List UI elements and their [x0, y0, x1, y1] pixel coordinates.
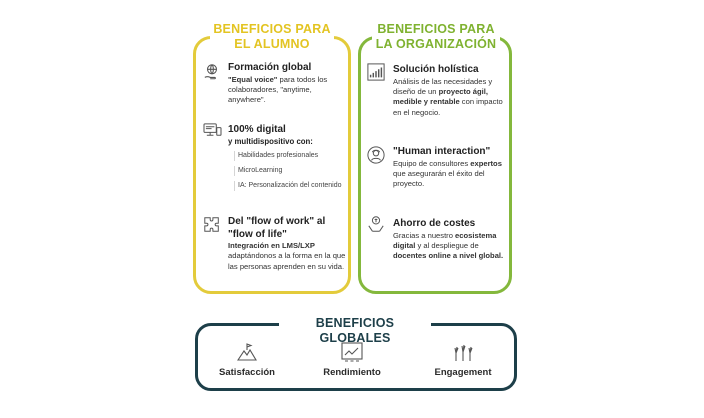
performance-item: Rendimiento	[307, 341, 397, 378]
holistic-solution-block: Solución holística Análisis de las necesidades y diseño de un proyecto ágil, medible y rentable con impacto en el negocio.	[393, 64, 509, 118]
global-benefits-title: BENEFICIOS GLOBALES	[279, 316, 431, 346]
raised-hands-icon	[452, 341, 474, 363]
globe-hand-icon	[203, 63, 221, 81]
satisfaction-item: Satisfacción	[202, 341, 292, 378]
devices-icon	[203, 122, 222, 139]
human-interaction-block: "Human interaction" Equipo de consultores expertos que asegurarán el éxito del proyecto.	[393, 146, 509, 190]
digital-block: 100% digital y multidispositivo con: Habilidades profesionales MicroLearning IA: Personalización del contenido	[228, 124, 346, 191]
puzzle-icon	[203, 216, 221, 234]
bar-chart-icon	[367, 63, 385, 81]
list-item: Habilidades profesionales	[234, 151, 346, 161]
student-benefits-title: BENEFICIOS PARA EL ALUMNO	[210, 22, 334, 52]
savings-icon	[367, 215, 385, 233]
global-training-block: Formación global "Equal voice" para todos los colaboradores, "anytime, anywhere".	[228, 62, 346, 106]
human-interaction-text: Equipo de consultores expertos que asegurarán el éxito del proyecto.	[393, 158, 502, 189]
holistic-solution-text: Análisis de las necesidades y diseño de un proyecto ágil, medible y rentable con impacto en el negocio.	[393, 76, 503, 117]
global-training-text: "Equal voice" para todos los colaboradores, "anytime, anywhere".	[228, 74, 328, 105]
list-item: MicroLearning	[234, 166, 346, 176]
consultant-icon	[367, 146, 385, 164]
organization-benefits-title: BENEFICIOS PARA LA ORGANIZACIÓN	[372, 22, 500, 52]
engagement-item: Engagement	[418, 341, 508, 378]
cost-savings-text: Gracias a nuestro ecosistema digital y al despliegue de docentes online a nivel global.	[393, 230, 504, 261]
flow-of-work-block: Del "flow of work" al "flow of life" Integración en LMS/LXP adaptándonos a la forma en la que las personas aprenden en su vida.	[228, 216, 346, 271]
list-item: IA: Personalización del contenido	[234, 181, 346, 191]
mountain-flag-icon	[236, 341, 258, 363]
performance-chart-icon	[341, 341, 363, 363]
flow-of-work-text: Integración en LMS/LXP adaptándonos a la forma en la que las personas aprenden en su vida.	[228, 241, 346, 271]
cost-savings-block: Ahorro de costes Gracias a nuestro ecosistema digital y al despliegue de docentes online a nivel global.	[393, 218, 509, 262]
